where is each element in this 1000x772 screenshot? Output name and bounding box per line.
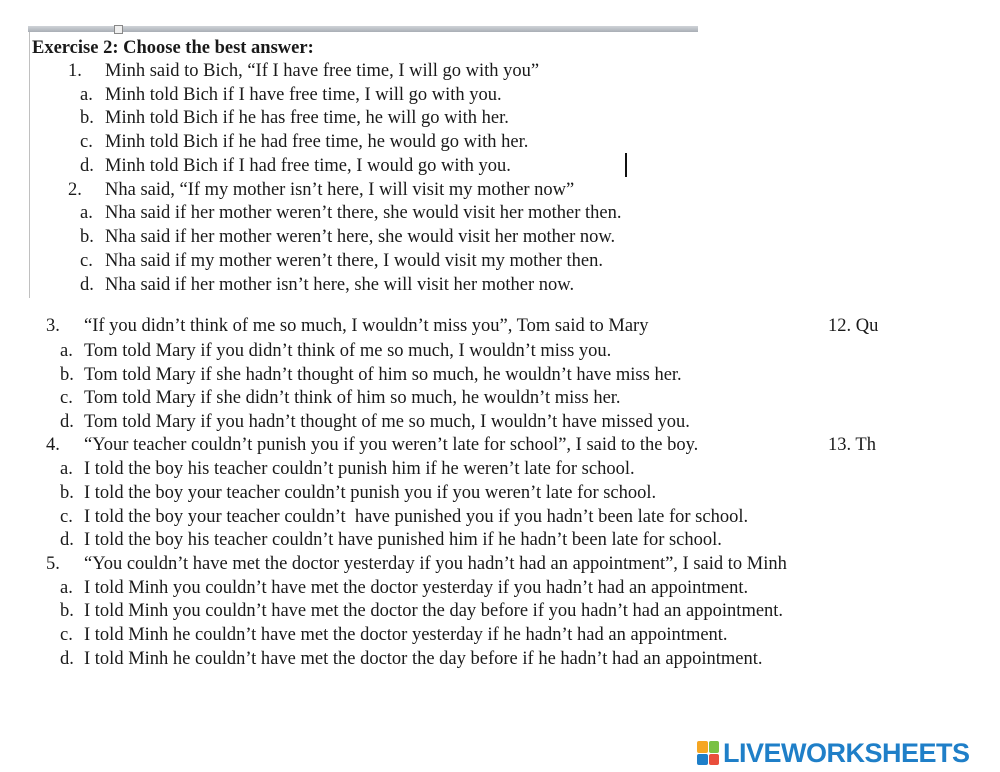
option-letter: d.	[60, 530, 74, 550]
question-side-note-12: 12. Qu	[828, 316, 879, 336]
logo-text: LIVEWORKSHEETS	[723, 737, 970, 768]
option-letter: b.	[60, 365, 74, 385]
option-4d[interactable]	[60, 529, 722, 551]
option-2b[interactable]	[80, 226, 615, 248]
option-2c[interactable]	[80, 250, 603, 272]
option-letter: a.	[80, 85, 93, 105]
option-letter: a.	[60, 341, 73, 361]
option-text: I told Minh you couldn’t have met the doctor the day before if you hadn’t had an appointment.	[84, 601, 784, 621]
question-text: “If you didn’t think of me so much, I wouldn’t miss you”, Tom said to Mary	[84, 316, 649, 336]
question-1	[68, 60, 539, 82]
question-3	[46, 315, 648, 337]
option-letter: d.	[80, 275, 94, 295]
option-letter: d.	[80, 156, 94, 176]
option-letter: a.	[60, 459, 73, 479]
option-1c[interactable]	[80, 131, 528, 153]
option-text: Nha said if my mother weren’t there, I would visit my mother then.	[105, 251, 604, 271]
option-letter: d.	[60, 649, 74, 669]
ruler-indent-marker[interactable]	[114, 25, 123, 34]
option-text: I told Minh you couldn’t have met the doctor yesterday if you hadn’t had an appointment.	[84, 578, 749, 598]
text-cursor	[625, 153, 627, 177]
option-2a[interactable]	[80, 202, 621, 224]
option-3b[interactable]	[60, 364, 682, 386]
option-text: Minh told Bich if I had free time, I would go with you.	[105, 156, 511, 176]
option-5a[interactable]	[60, 577, 748, 599]
option-3a[interactable]	[60, 340, 611, 362]
question-text: Nha said, “If my mother isn’t here, I will visit my mother now”	[105, 180, 575, 200]
option-letter: d.	[60, 412, 74, 432]
option-text: Nha said if her mother weren’t there, she would visit her mother then.	[105, 203, 622, 223]
option-4c[interactable]	[60, 506, 748, 528]
option-text: I told the boy your teacher couldn’t have punished you if you hadn’t been late for school.	[84, 507, 749, 527]
option-5b[interactable]	[60, 600, 783, 622]
logo-square	[709, 754, 720, 766]
option-text: Nha said if her mother weren’t here, she would visit her mother now.	[105, 227, 616, 247]
question-4	[46, 434, 698, 456]
option-letter: b.	[80, 227, 94, 247]
option-4a[interactable]	[60, 458, 635, 480]
logo-square	[697, 741, 708, 753]
logo-square	[697, 754, 708, 766]
option-letter: c.	[80, 132, 93, 152]
option-letter: b.	[60, 483, 74, 503]
option-letter: c.	[80, 251, 93, 271]
liveworksheets-logo-icon	[697, 741, 719, 765]
option-3c[interactable]	[60, 387, 621, 409]
option-letter: c.	[60, 507, 73, 527]
question-2	[68, 179, 574, 201]
liveworksheets-logo	[697, 738, 970, 768]
option-letter: c.	[60, 388, 73, 408]
question-side-note-13: 13. Th	[828, 435, 876, 455]
exercise-heading: Exercise 2: Choose the best answer:	[32, 38, 314, 58]
option-letter: a.	[80, 203, 93, 223]
question-text: “You couldn’t have met the doctor yesterday if you hadn’t had an appointment”, I said to Minh	[84, 554, 787, 574]
option-1b[interactable]	[80, 107, 509, 129]
page-edge-line	[29, 32, 30, 298]
option-text: Minh told Bich if he had free time, he would go with her.	[105, 132, 529, 152]
question-number: 3.	[46, 316, 60, 336]
option-text: Tom told Mary if she didn’t think of him so much, he wouldn’t miss her.	[84, 388, 621, 408]
option-1a[interactable]	[80, 84, 502, 106]
question-text: Minh said to Bich, “If I have free time, I will go with you”	[105, 61, 540, 81]
question-number: 1.	[68, 61, 82, 81]
option-text: Tom told Mary if she hadn’t thought of him so much, he wouldn’t have miss her.	[84, 365, 682, 385]
option-text: I told Minh he couldn’t have met the doctor the day before if he hadn’t had an appointment.	[84, 649, 763, 669]
option-2d[interactable]	[80, 274, 574, 296]
option-text: Tom told Mary if you didn’t think of me so much, I wouldn’t miss you.	[84, 341, 612, 361]
option-text: I told the boy his teacher couldn’t punish him if he weren’t late for school.	[84, 459, 635, 479]
question-number: 5.	[46, 554, 60, 574]
option-letter: c.	[60, 625, 73, 645]
option-letter: b.	[80, 108, 94, 128]
option-letter: b.	[60, 601, 74, 621]
option-4b[interactable]	[60, 482, 656, 504]
option-text: Tom told Mary if you hadn’t thought of me so much, I wouldn’t have missed you.	[84, 412, 690, 432]
question-5	[46, 553, 787, 575]
option-text: I told the boy his teacher couldn’t have punished him if he hadn’t been late for school.	[84, 530, 722, 550]
option-text: Minh told Bich if I have free time, I will go with you.	[105, 85, 502, 105]
option-text: I told the boy your teacher couldn’t punish you if you weren’t late for school.	[84, 483, 657, 503]
ruler-bar	[28, 26, 698, 32]
question-number: 4.	[46, 435, 60, 455]
question-number: 2.	[68, 180, 82, 200]
option-1d[interactable]	[80, 155, 511, 177]
option-5d[interactable]	[60, 648, 762, 670]
logo-square	[709, 741, 720, 753]
option-5c[interactable]	[60, 624, 728, 646]
option-letter: a.	[60, 578, 73, 598]
question-text: “Your teacher couldn’t punish you if you weren’t late for school”, I said to the boy.	[84, 435, 699, 455]
option-text: I told Minh he couldn’t have met the doctor yesterday if he hadn’t had an appointment.	[84, 625, 728, 645]
option-text: Nha said if her mother isn’t here, she will visit her mother now.	[105, 275, 575, 295]
option-text: Minh told Bich if he has free time, he will go with her.	[105, 108, 509, 128]
option-3d[interactable]	[60, 411, 690, 433]
